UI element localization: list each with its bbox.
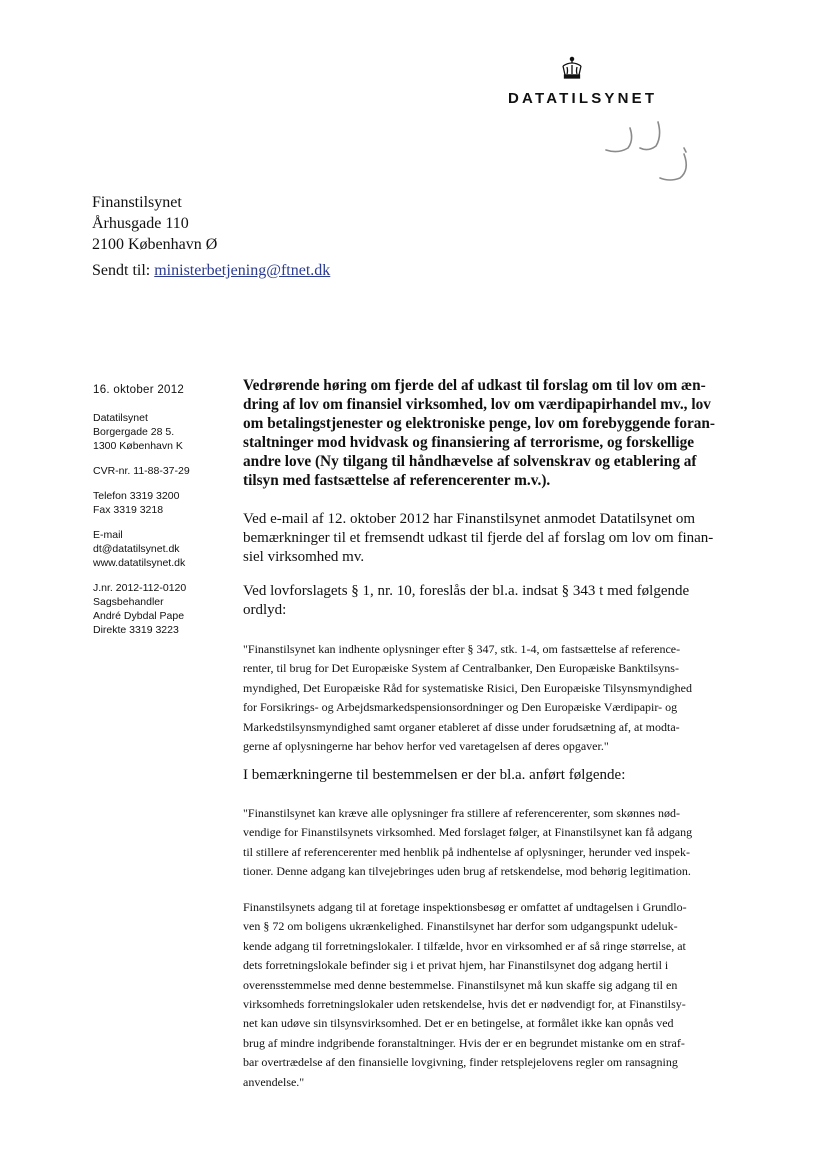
address-line: Finanstilsynet — [92, 194, 182, 211]
text-line: siel virksomhed mv. — [243, 549, 365, 565]
quote-line: dets forretningslokale befinder sig i et privat hjem, har Finanstilsynet dog adgang hertil i — [243, 958, 669, 973]
sent-to-line — [92, 262, 330, 280]
sent-to-label: Sendt til: — [92, 262, 151, 279]
email-address[interactable]: dt@datatilsynet.dk — [93, 543, 180, 555]
address-line: 2100 København Ø — [92, 236, 218, 253]
quote-line: "Finanstilsynet kan indhente oplysninger efter § 347, stk. 1-4, om fastsættelse af reference- — [243, 642, 681, 656]
website[interactable]: www.datatilsynet.dk — [93, 557, 186, 569]
subject-line: dring af lov om finansiel virksomhed, lov om værdipapirhandel mv., lov — [243, 396, 711, 413]
quote-line: net kan udøve sin tilsynsvirksomhed. Det er en betingelse, at formålet ikke kan opnås ved — [243, 1016, 674, 1031]
quote-remarks-1 — [243, 804, 743, 882]
text-line: bemærkninger til et fremsendt udkast til fjerde del af forslag om lov om finan- — [243, 530, 714, 546]
quote-line: vendige for Finanstilsynets virksomhed. Med forslaget følger, at Finanstilsynet kan få adgang — [243, 825, 693, 840]
quote-line: myndighed, Det Europæiske Råd for systematiske Risici, Den Europæiske Tilsynsmyndighed — [243, 680, 692, 695]
sender-line: Borgergade 28 5. — [93, 426, 175, 438]
quote-line: kende adgang til forretningslokaler. I tilfælde, hvor en virksomhed er af så ringe størrelse, at — [243, 938, 686, 953]
contact-block — [93, 528, 233, 570]
sender-line: 1300 København K — [93, 440, 183, 452]
subject-line: staltninger mod hvidvask og finansiering af terrorisme, og forskellige — [243, 434, 695, 451]
case-handler-name: André Dybdal Pape — [93, 610, 185, 622]
case-number: J.nr. 2012-112-0120 — [93, 582, 187, 594]
paragraph-intro — [243, 510, 743, 567]
email-link[interactable]: ministerbetjening@ftnet.dk — [154, 262, 331, 279]
quote-line: anvendelse." — [243, 1074, 305, 1089]
quote-line: til stillere af referencerenter med henblik på indhentelse af oplysninger, herunder ved inspek- — [243, 844, 691, 859]
handwritten-initials — [600, 118, 710, 188]
text-line: Ved e-mail af 12. oktober 2012 har Finanstilsynet anmodet Datatilsynet om — [243, 511, 695, 527]
quote-line: renter, til brug for Det Europæiske System af Centralbanker, Den Europæiske Banktilsyns- — [243, 661, 679, 676]
subject-line: Vedrørende høring om fjerde del af udkast til forslag om til lov om æn- — [243, 377, 706, 394]
crown-icon — [559, 56, 585, 82]
quote-line: ven § 72 om boligens ukrænkelighed. Finanstilsynet har derfor som udgangspunkt udeluk- — [243, 919, 678, 934]
subject-line: andre love (Ny tilgang til håndhævelse af solvenskrav og etablering af — [243, 453, 697, 470]
cvr-number: CVR-nr. 11-88-37-29 — [93, 465, 190, 477]
fax-line: Fax 3319 3218 — [93, 504, 164, 516]
sender-sidebar — [93, 383, 233, 648]
quote-remarks-2 — [243, 898, 743, 1092]
quote-line: Markedstilsynsmyndighed samt organer etableret af disse under forudsætning af, at modta- — [243, 719, 680, 734]
quote-line: virksomheds forretningslokaler uden retskendelse, hvis det er nødvendigt for, at Finanstilsy- — [243, 997, 686, 1012]
quote-line: tioner. Denne adgang kan tilvejebringes uden brug af retskendelse, mod behørig legitimation. — [243, 864, 691, 879]
letter-date: 16. oktober 2012 — [93, 384, 185, 396]
sender-line: Datatilsynet — [93, 412, 148, 424]
text-line: ordlyd: — [243, 602, 287, 618]
quote-line: overensstemmelse med denne bestemmelse. Finanstilsynet må kun skaffe sig adgang til en — [243, 977, 678, 992]
quote-provision — [243, 640, 743, 756]
paragraph-proposal — [243, 582, 743, 620]
sender-address — [93, 411, 233, 453]
text-line: I bemærkningerne til bestemmelsen er der bl.a. anført følgende: — [243, 767, 626, 783]
case-handler-label: Sagsbehandler — [93, 596, 164, 608]
subject-line: om betalingstjenester og elektroniske penge, lov om forebyggende foran- — [243, 415, 716, 432]
text-line: Ved lovforslagets § 1, nr. 10, foreslås der bl.a. indsat § 343 t med følgende — [243, 583, 690, 599]
phone-line: Telefon 3319 3200 — [93, 490, 180, 502]
case-block — [93, 581, 233, 637]
direct-phone: Direkte 3319 3223 — [93, 624, 179, 636]
address-line: Århusgade 110 — [92, 215, 189, 232]
recipient-address — [92, 192, 217, 255]
quote-line: brug af mindre indgribende foranstaltninger. Hvis der er en begrundet mistanke om en straf- — [243, 1035, 685, 1050]
phone-block — [93, 489, 233, 517]
quote-line: "Finanstilsynet kan kræve alle oplysninger fra stillere af referencerenter, som skønnes nød- — [243, 806, 680, 820]
quote-line: bar overtrædelse af den finansielle lovgivning, finder retsplejelovens regler om ransagning — [243, 1055, 678, 1070]
subject-line: tilsyn med fastsættelse af referencerenter m.v.). — [243, 472, 551, 489]
logo-wordmark: DATATILSYNET — [508, 90, 658, 107]
quote-line: Finanstilsynets adgang til at foretage inspektionsbesøg er omfattet af undtagelsen i Grundlo- — [243, 900, 687, 914]
letter-subject — [243, 376, 743, 490]
quote-line: gerne af oplysningerne har behov herfor ved varetagelsen af deres opgaver." — [243, 739, 609, 754]
paragraph-remarks — [243, 766, 743, 785]
email-label: E-mail — [93, 529, 123, 541]
quote-line: for Forsikrings- og Arbejdsmarkedspensionsordninger og Den Europæiske Værdipapir- og — [243, 700, 678, 715]
